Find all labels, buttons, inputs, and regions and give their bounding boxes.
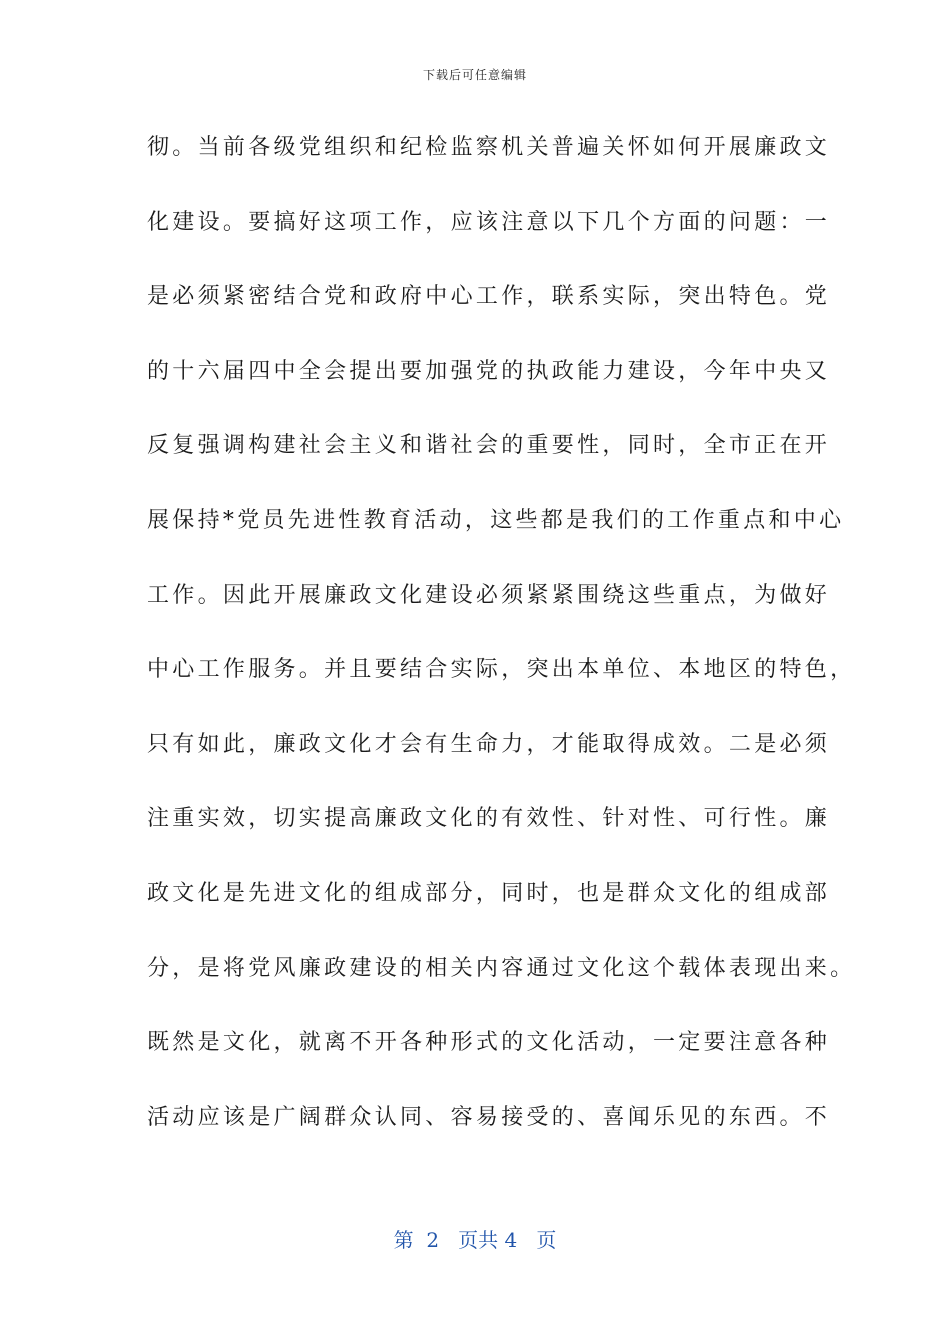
body-line: 是必须紧密结合党和政府中心工作，联系实际，突出特色。党 <box>147 284 831 310</box>
total-pages-number: 4 <box>504 1228 518 1252</box>
body-text <box>147 128 856 1172</box>
body-line: 中心工作服务。并且要结合实际，突出本单位、本地区的特色， <box>147 657 856 683</box>
body-line: 彻。当前各级党组织和纪检监察机关普遍关怀如何开展廉政文 <box>147 135 831 160</box>
body-line: 化建设。要搞好这项工作，应该注意以下几个方面的问题：一 <box>147 209 831 235</box>
footer-suffix: 页 <box>536 1228 557 1252</box>
header-note: 下载后可任意编辑 <box>422 68 527 82</box>
body-line: 政文化是先进文化的组成部分，同时，也是群众文化的组成部 <box>147 880 831 906</box>
footer-middle: 页共 <box>458 1228 499 1252</box>
body-line: 活动应该是广阔群众认同、容易接受的、喜闻乐见的东西。不 <box>147 1104 831 1130</box>
body-line: 注重实效，切实提高廉政文化的有效性、针对性、可行性。廉 <box>147 806 831 832</box>
page-number-footer <box>0 1224 950 1253</box>
body-line: 只有如此，廉政文化才会有生命力，才能取得成效。二是必须 <box>147 731 831 757</box>
body-line: 反复强调构建社会主义和谐社会的重要性，同时，全市正在开 <box>147 433 831 459</box>
body-line: 既然是文化，就离不开各种形式的文化活动，一定要注意各种 <box>147 1030 831 1056</box>
body-line: 的十六届四中全会提出要加强党的执政能力建设，今年中央又 <box>147 358 831 384</box>
body-line: 分，是将党风廉政建设的相关内容通过文化这个载体表现出来。 <box>147 955 856 981</box>
current-page-number: 2 <box>426 1228 440 1252</box>
body-line: 工作。因此开展廉政文化建设必须紧紧围绕这些重点，为做好 <box>147 582 831 608</box>
footer-prefix: 第 <box>393 1228 414 1252</box>
body-line: 展保持*党员先进性教育活动，这些都是我们的工作重点和中心 <box>147 507 845 533</box>
